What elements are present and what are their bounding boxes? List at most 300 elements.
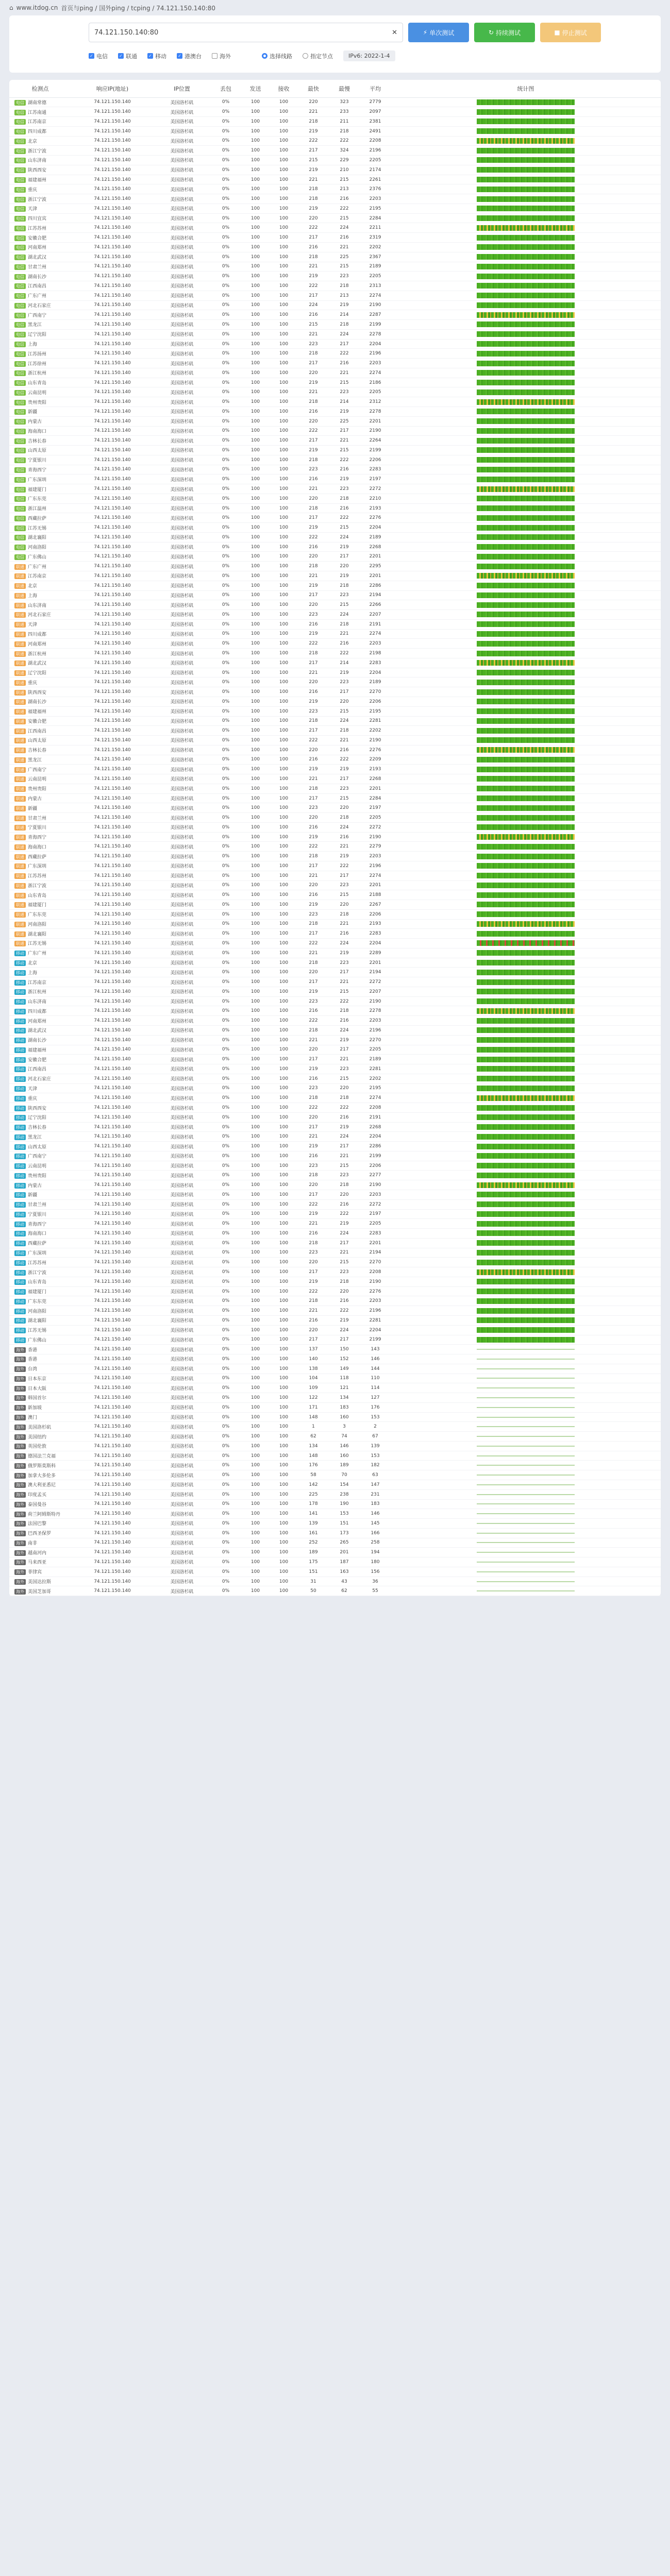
max-cell: 218 [329,494,360,503]
loss-cell: 0% [210,1461,241,1470]
ip-location-cell: 美国洛杉矶 [154,697,210,706]
avg-cell: 2204 [360,523,391,533]
min-cell: 217 [298,146,329,156]
location-cell [9,1093,71,1103]
ip-location-cell: 美国洛杉矶 [154,368,210,378]
chart-cell [391,1267,661,1277]
recv-cell: 100 [270,1006,298,1016]
chart-cell [391,532,661,542]
max-cell: 223 [329,1171,360,1180]
table-row [9,136,661,146]
avg-cell: 2274 [360,629,391,639]
max-cell: 222 [329,349,360,359]
ip-cell: 74.121.150.140 [71,1480,154,1489]
loss-cell: 0% [210,581,241,590]
loss-cell: 0% [210,1161,241,1171]
recv-cell: 100 [270,146,298,156]
recv-cell: 100 [270,204,298,213]
ip-cell: 74.121.150.140 [71,1315,154,1325]
chart-cell [391,1209,661,1219]
chart-cell [391,1055,661,1064]
avg-cell: 2267 [360,900,391,910]
location-name: 陕西西安 [28,1106,47,1111]
isp-badge: 移动 [14,1154,26,1159]
recv-cell: 100 [270,1026,298,1036]
chart-cell [391,242,661,252]
ip-cell: 74.121.150.140 [71,1045,154,1055]
sent-cell: 100 [241,339,270,349]
avg-cell: 2268 [360,542,391,552]
min-cell: 220 [298,968,329,977]
isp-badge: 移动 [14,1115,26,1121]
latency-chart [477,737,575,743]
latency-chart [477,1289,575,1294]
isp-badge: 电信 [14,206,26,212]
ip-cell: 74.121.150.140 [71,1171,154,1180]
isp-badge: 移动 [14,1212,26,1217]
chart-cell [391,329,661,339]
location-cell [9,552,71,562]
chart-cell [391,359,661,368]
table-row [9,291,661,300]
loss-cell: 0% [210,503,241,513]
latency-chart [477,1057,575,1062]
recv-cell: 100 [270,590,298,600]
max-cell: 215 [329,446,360,455]
loss-cell: 0% [210,562,241,571]
recv-cell: 100 [270,446,298,455]
table-row [9,649,661,658]
ip-location-cell: 美国洛杉矶 [154,1489,210,1499]
loss-cell: 0% [210,1171,241,1180]
ip-cell: 74.121.150.140 [71,416,154,426]
location-cell [9,339,71,349]
location-cell [9,977,71,987]
location-cell [9,1122,71,1132]
ip-location-cell: 美国洛杉矶 [154,1586,210,1596]
table-row [9,1412,661,1422]
chart-cell [391,552,661,562]
home-icon[interactable]: ⌂ [9,4,13,11]
avg-cell: 194 [360,1548,391,1557]
min-cell: 221 [298,484,329,494]
min-cell: 222 [298,136,329,146]
chart-cell [391,97,661,107]
chart-cell [391,368,661,378]
location-cell [9,1393,71,1403]
location-cell [9,1103,71,1113]
ip-location-cell: 美国洛杉矶 [154,1142,210,1151]
chart-cell [391,1161,661,1171]
loss-cell: 0% [210,446,241,455]
ip-location-cell: 美国洛杉矶 [154,503,210,513]
sent-cell: 100 [241,1132,270,1142]
recv-cell: 100 [270,387,298,397]
recv-cell: 100 [270,368,298,378]
ip-cell: 74.121.150.140 [71,687,154,697]
location-name: 福建厦门 [28,903,47,908]
recv-cell: 100 [270,542,298,552]
loss-cell: 0% [210,1432,241,1442]
latency-chart [477,767,575,772]
location-name: 江苏苏州 [28,1260,47,1266]
ip-cell: 74.121.150.140 [71,890,154,900]
location-name: 重庆 [28,680,38,686]
ip-location-cell: 美国洛杉矶 [154,1393,210,1403]
max-cell: 217 [329,1045,360,1055]
location-cell [9,223,71,233]
avg-cell: 2193 [360,765,391,774]
avg-cell: 2190 [360,996,391,1006]
isp-badge: 移动 [14,1279,26,1285]
max-cell: 214 [329,397,360,407]
min-cell: 142 [298,1480,329,1489]
isp-badge: 电信 [14,400,26,405]
ip-location-cell: 美国洛杉矶 [154,1074,210,1083]
ip-cell: 74.121.150.140 [71,320,154,330]
location-cell [9,1586,71,1596]
location-name: 江西南昌 [28,728,47,734]
avg-cell: 2272 [360,822,391,832]
stop-test-button[interactable]: ■ 停止测试 [540,23,601,42]
column-header: 统计图 [391,80,661,97]
ip-cell: 74.121.150.140 [71,1557,154,1567]
ip-cell: 74.121.150.140 [71,252,154,262]
location-name: 山西太原 [28,1144,47,1150]
table-row [9,987,661,996]
latency-chart [477,728,575,734]
recv-cell: 100 [270,1422,298,1432]
location-cell [9,1258,71,1267]
max-cell: 216 [329,503,360,513]
table-row [9,213,661,223]
top-bar [0,0,670,15]
latency-chart [477,1076,575,1081]
location-cell [9,958,71,968]
ip-cell: 74.121.150.140 [71,223,154,233]
ip-location-cell: 美国洛杉矶 [154,619,210,629]
column-header[interactable]: 平均 [360,80,391,97]
avg-cell: 2189 [360,532,391,542]
max-cell: 229 [329,156,360,165]
chart-cell [391,1577,661,1586]
loss-cell: 0% [210,1064,241,1074]
avg-cell: 2491 [360,126,391,136]
recv-cell: 100 [270,474,298,484]
sent-cell: 100 [241,687,270,697]
location-cell [9,1199,71,1209]
chart-cell [391,871,661,880]
ip-cell: 74.121.150.140 [71,339,154,349]
checkbox-icon: ✓ [147,53,153,59]
min-cell: 221 [298,107,329,117]
location-name: 山西太原 [28,738,47,744]
location-name: 菲律宾 [28,1570,42,1575]
ip-location-cell: 美国洛杉矶 [154,1286,210,1296]
ip-cell: 74.121.150.140 [71,233,154,243]
location-cell [9,1374,71,1383]
location-cell [9,300,71,310]
chart-cell [391,1277,661,1286]
recv-cell: 100 [270,562,298,571]
column-header[interactable]: 接收 [270,80,298,97]
recv-cell: 100 [270,97,298,107]
latency-chart [477,264,575,269]
recv-cell: 100 [270,465,298,474]
chart-cell [391,281,661,291]
table-row [9,1345,661,1354]
chart-cell [391,407,661,417]
ip-cell: 74.121.150.140 [71,784,154,793]
location-cell [9,581,71,590]
loss-cell: 0% [210,784,241,793]
avg-cell: 2189 [360,677,391,687]
sent-cell: 100 [241,1026,270,1036]
loss-cell: 0% [210,1103,241,1113]
max-cell: 221 [329,977,360,987]
chart-cell [391,1142,661,1151]
column-header[interactable]: 发送 [241,80,270,97]
latency-chart [477,534,575,540]
ip-cell: 74.121.150.140 [71,1364,154,1374]
isp-badge: 电信 [14,438,26,444]
recv-cell: 100 [270,755,298,765]
min-cell: 220 [298,1180,329,1190]
chart-cell [391,697,661,706]
sent-cell: 100 [241,832,270,842]
ip-cell: 74.121.150.140 [71,1277,154,1286]
column-header[interactable]: 最快 [298,80,329,97]
avg-cell: 2272 [360,1199,391,1209]
isp-badge: 联通 [14,767,26,773]
location-name: 吉林长春 [28,438,47,444]
mode-radio-line[interactable]: 选择线路 [262,52,292,60]
min-cell: 219 [298,1277,329,1286]
chart-cell [391,436,661,446]
location-name: 湖北襄阳 [28,931,47,937]
ip-location-cell: 美国洛杉矶 [154,1161,210,1171]
avg-cell: 2376 [360,184,391,194]
loss-cell: 0% [210,1470,241,1480]
isp-badge: 海外 [14,1540,26,1546]
sent-cell: 100 [241,146,270,156]
max-cell: 220 [329,1083,360,1093]
ip-location-cell: 美国洛杉矶 [154,494,210,503]
isp-badge: 电信 [14,467,26,473]
ip-location-cell: 美国洛杉矶 [154,378,210,387]
ip-cell: 74.121.150.140 [71,619,154,629]
location-name: 宁夏银川 [28,825,47,831]
min-cell: 217 [298,1055,329,1064]
ip-location-cell: 美国洛杉矶 [154,1248,210,1258]
table-row [9,513,661,523]
ip-location-cell: 美国洛杉矶 [154,871,210,880]
location-name: 浙江温州 [28,506,47,512]
table-row [9,1190,661,1200]
loss-cell: 0% [210,1199,241,1209]
isp-gat-checkbox[interactable]: ✓ 港澳台 [177,52,202,60]
chart-cell [391,1345,661,1354]
ip-location-cell: 美国洛杉矶 [154,1219,210,1229]
location-name: 新加坡 [28,1405,42,1411]
isp-badge: 电信 [14,100,26,106]
location-cell [9,233,71,243]
isp-badge: 电信 [14,516,26,521]
location-name: 湖南长沙 [28,700,47,705]
mode-radio-node[interactable]: 指定节点 [303,52,333,60]
isp-badge: 电信 [14,419,26,425]
chart-cell [391,455,661,465]
max-cell: 160 [329,1451,360,1461]
avg-cell: 2203 [360,852,391,861]
recv-cell: 100 [270,716,298,726]
recv-cell: 100 [270,1577,298,1586]
location-name: 西藏拉萨 [28,854,47,860]
recv-cell: 100 [270,774,298,784]
location-cell [9,842,71,852]
ip-cell: 74.121.150.140 [71,649,154,658]
location-name: 江西南昌 [28,1067,47,1073]
max-cell: 146 [329,1441,360,1451]
ip-location-cell: 美国洛杉矶 [154,1229,210,1239]
min-cell: 223 [298,803,329,813]
latency-chart [477,1387,575,1388]
search-input[interactable] [89,23,403,42]
avg-cell: 2278 [360,407,391,417]
isp-lt-checkbox[interactable]: ✓ 联通 [118,52,137,60]
location-cell [9,793,71,803]
ip-location-cell: 美国洛杉矶 [154,194,210,204]
single-test-button[interactable]: ⚡ 单次测试 [408,23,469,42]
isp-dx-checkbox[interactable]: ✓ 电信 [89,52,108,60]
table-row [9,1509,661,1519]
sent-cell: 100 [241,948,270,958]
ip-cell: 74.121.150.140 [71,987,154,996]
location-cell [9,803,71,813]
avg-cell: 2261 [360,175,391,184]
location-cell [9,1538,71,1548]
table-row [9,233,661,243]
latency-chart [477,805,575,811]
chart-cell [391,291,661,300]
loss-cell: 0% [210,107,241,117]
recv-cell: 100 [270,1151,298,1161]
max-cell: 221 [329,1151,360,1161]
location-name: 湖北襄阳 [28,535,47,541]
latency-chart [477,854,575,859]
min-cell: 219 [298,765,329,774]
min-cell: 217 [298,1122,329,1132]
sent-cell: 100 [241,706,270,716]
latency-chart [477,399,575,405]
min-cell: 222 [298,532,329,542]
ip-cell: 74.121.150.140 [71,852,154,861]
ip-location-cell: 美国洛杉矶 [154,1112,210,1122]
avg-cell: 2281 [360,716,391,726]
table-row [9,1470,661,1480]
loss-cell: 0% [210,745,241,755]
location-cell [9,1035,71,1045]
chart-cell [391,968,661,977]
loss-cell: 0% [210,842,241,852]
site-logo[interactable]: www.itdog.cn [16,4,58,11]
table-row [9,900,661,910]
max-cell: 190 [329,1499,360,1509]
max-cell: 224 [329,610,360,620]
ip-cell: 74.121.150.140 [71,136,154,146]
recv-cell: 100 [270,291,298,300]
isp-badge: 联通 [14,941,26,946]
sent-cell: 100 [241,649,270,658]
location-cell [9,1509,71,1519]
ip-cell: 74.121.150.140 [71,310,154,320]
ip-location-cell: 美国洛杉矶 [154,1190,210,1200]
chart-cell [391,755,661,765]
recv-cell: 100 [270,668,298,677]
location-name: 四川成都 [28,1009,47,1014]
column-header[interactable]: 丢包 [210,80,241,97]
chart-cell [391,446,661,455]
latency-chart [477,409,575,414]
max-cell: 222 [329,1306,360,1316]
location-cell [9,291,71,300]
max-cell: 215 [329,890,360,900]
max-cell: 222 [329,996,360,1006]
column-header[interactable]: 最慢 [329,80,360,97]
isp-badge: 移动 [14,1009,26,1014]
recv-cell: 100 [270,281,298,291]
location-cell [9,1296,71,1306]
location-cell [9,1132,71,1142]
location-name: 新疆 [28,1193,38,1198]
min-cell: 218 [298,716,329,726]
max-cell: 215 [329,987,360,996]
location-name: 广东东莞 [28,912,47,918]
checkbox-icon: ✓ [177,53,182,59]
ip-cell: 74.121.150.140 [71,349,154,359]
isp-hw-checkbox[interactable]: 海外 [212,52,231,60]
continuous-test-button[interactable]: ↻ 持续测试 [474,23,535,42]
chart-cell [391,494,661,503]
min-cell: 216 [298,242,329,252]
min-cell: 219 [298,204,329,213]
avg-cell: 2190 [360,1180,391,1190]
close-icon[interactable]: ✕ [392,28,397,37]
isp-badge: 海外 [14,1550,26,1556]
min-cell: 216 [298,1074,329,1083]
sent-cell: 100 [241,126,270,136]
chart-cell [391,668,661,677]
ip-location-cell: 美国洛杉矶 [154,1122,210,1132]
chart-cell [391,262,661,272]
chart-cell [391,1006,661,1016]
latency-chart [477,1417,575,1418]
latency-chart [477,844,575,850]
min-cell: 218 [298,397,329,407]
location-name: 河南洛阳 [28,545,47,551]
isp-badge: 电信 [14,167,26,173]
min-cell: 224 [298,300,329,310]
table-row [9,939,661,948]
ip-location-cell: 美国洛杉矶 [154,291,210,300]
recv-cell: 100 [270,397,298,407]
isp-yd-checkbox[interactable]: ✓ 移动 [147,52,166,60]
table-row [9,610,661,620]
avg-cell: 2283 [360,658,391,668]
sent-cell: 100 [241,1489,270,1499]
latency-chart [477,940,575,946]
avg-cell: 156 [360,1567,391,1577]
